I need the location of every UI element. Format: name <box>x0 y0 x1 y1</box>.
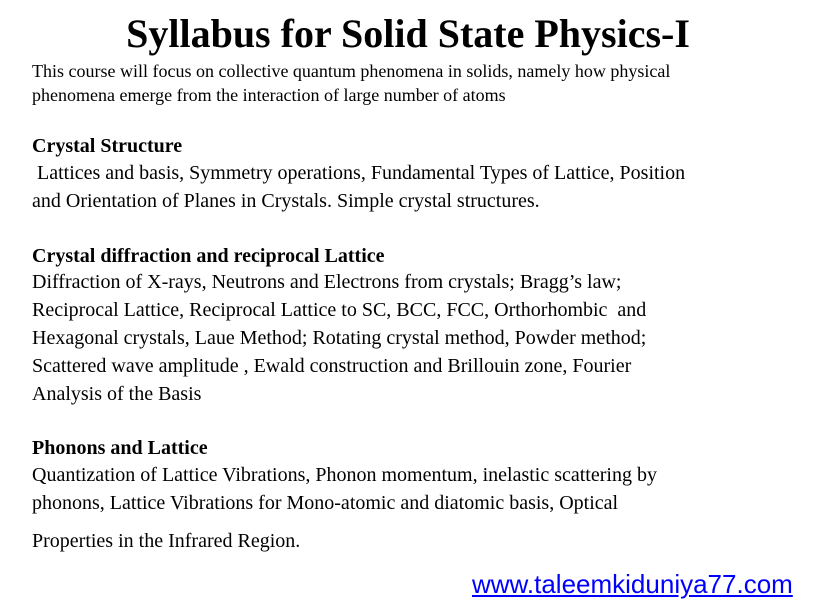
page-title: Syllabus for Solid State Physics-I <box>126 11 690 56</box>
intro-line: This course will focus on collective quantum phenomena in solids, namely how physical <box>32 61 671 81</box>
section-line: Quantization of Lattice Vibrations, Phonon momentum, inelastic scattering by <box>32 464 657 486</box>
section-line: Hexagonal crystals, Laue Method; Rotating crystal method, Powder method; <box>32 327 647 349</box>
section-line: Reciprocal Lattice, Reciprocal Lattice to SC, BCC, FCC, Orthorhombic and <box>32 299 647 321</box>
section-heading-phonons-lattice: Phonons and Lattice <box>32 437 208 459</box>
intro-line: phenomena emerge from the interaction of large number of atoms <box>32 85 506 105</box>
section-body-crystal-diffraction <box>32 268 802 408</box>
section-line: Lattices and basis, Symmetry operations, Fundamental Types of Lattice, Position <box>32 162 686 184</box>
section-line: Scattered wave amplitude , Ewald construction and Brillouin zone, Fourier <box>32 355 632 377</box>
website-link[interactable]: www.taleemkiduniya77.com <box>472 569 793 599</box>
section-line: and Orientation of Planes in Crystals. Simple crystal structures. <box>32 190 540 212</box>
section-line: Diffraction of X-rays, Neutrons and Electrons from crystals; Bragg’s law; <box>32 271 622 293</box>
section-heading-crystal-diffraction: Crystal diffraction and reciprocal Lattice <box>32 245 385 267</box>
section-line: phonons, Lattice Vibrations for Mono-atomic and diatomic basis, Optical <box>32 492 619 514</box>
section-body-phonons-lattice <box>32 461 802 555</box>
section-heading-crystal-structure: Crystal Structure <box>32 135 183 157</box>
section-line: Properties in the Infrared Region. <box>32 530 301 552</box>
section-body-crystal-structure <box>32 159 802 215</box>
section-line: Analysis of the Basis <box>32 383 202 405</box>
course-intro <box>32 59 802 107</box>
